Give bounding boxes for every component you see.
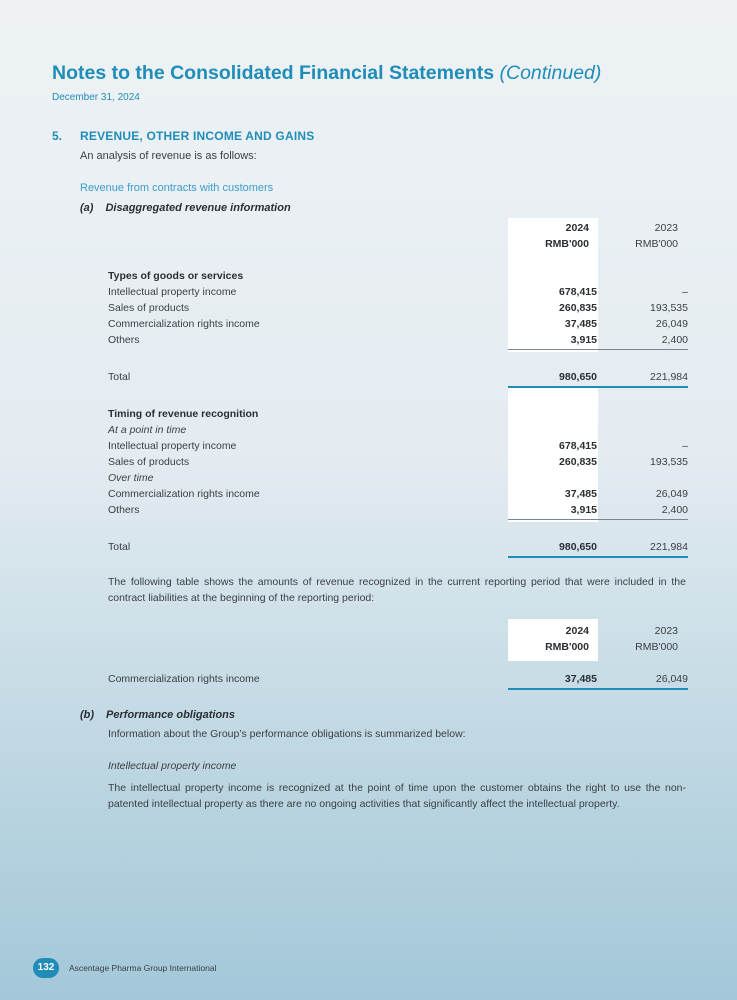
section-intro: An analysis of revenue is as follows: xyxy=(80,150,257,162)
page-title: Notes to the Consolidated Financial Statements (Continued) xyxy=(52,62,602,84)
part-b-heading: (b) Performance obligations xyxy=(80,709,236,721)
total-row: Total 980,650 221,984 xyxy=(108,541,688,553)
performance-intro: Information about the Group’s performance obligations is summarized below: xyxy=(108,728,466,740)
total-rule xyxy=(508,688,688,690)
col-2024-unit: RMB'000 xyxy=(545,238,589,250)
col-2023-unit: RMB'000 xyxy=(635,641,678,653)
total-row: Total 980,650 221,984 xyxy=(108,371,688,383)
table-row: Intellectual property income 678,415 – xyxy=(108,440,688,452)
contract-liabilities-paragraph: The following table shows the amounts of revenue recognized in the current reporting period that were included in the contract liabilities at the beginning of the reporting period: xyxy=(108,576,686,604)
table-row: Commercialization rights income 37,485 26,049 xyxy=(108,488,688,500)
table-row: Sales of products 260,835 193,535 xyxy=(108,302,688,314)
table-subgroup: Over time xyxy=(108,472,154,484)
col-2024-unit: RMB'000 xyxy=(545,641,589,653)
table-subheading: Types of goods or services xyxy=(108,270,244,282)
table-row: Others 3,915 2,400 xyxy=(108,504,688,516)
section-title: REVENUE, OTHER INCOME AND GAINS xyxy=(80,129,315,143)
col-2024-year: 2024 xyxy=(565,222,589,234)
ip-income-title: Intellectual property income xyxy=(108,760,237,772)
col-2023-year: 2023 xyxy=(654,625,678,637)
table-row: Commercialization rights income 37,485 26,049 xyxy=(108,318,688,330)
revenue-subheading: Revenue from contracts with customers xyxy=(80,182,274,194)
col-2023-year: 2023 xyxy=(654,222,678,234)
ip-income-paragraph: The intellectual property income is recognized at the point of time upon the customer obtains the right to use the non-patented intellectual property as there are no ongoing activities that significantly affect the intellectual property. xyxy=(108,782,686,810)
table-row: Sales of products 260,835 193,535 xyxy=(108,456,688,468)
table-subgroup: At a point in time xyxy=(108,424,187,436)
report-date: December 31, 2024 xyxy=(52,92,140,103)
table-row: Intellectual property income 678,415 – xyxy=(108,286,688,298)
col-2023-unit: RMB'000 xyxy=(635,238,678,250)
section-number: 5. xyxy=(52,129,63,143)
table-row: Others 3,915 2,400 xyxy=(108,334,688,346)
footer-company: Ascentage Pharma Group International xyxy=(69,963,217,973)
part-a-heading: (a) Disaggregated revenue information xyxy=(80,202,291,214)
table-subheading: Timing of revenue recognition xyxy=(108,408,259,420)
page-number-badge: 132 xyxy=(33,958,59,978)
col-2024-year: 2024 xyxy=(565,625,589,637)
total-rule xyxy=(508,556,688,558)
table-row: Commercialization rights income 37,485 26,049 xyxy=(108,673,688,685)
subtotal-rule xyxy=(508,349,688,350)
total-rule xyxy=(508,386,688,388)
subtotal-rule xyxy=(508,519,688,520)
title-suffix: (Continued) xyxy=(499,62,602,84)
